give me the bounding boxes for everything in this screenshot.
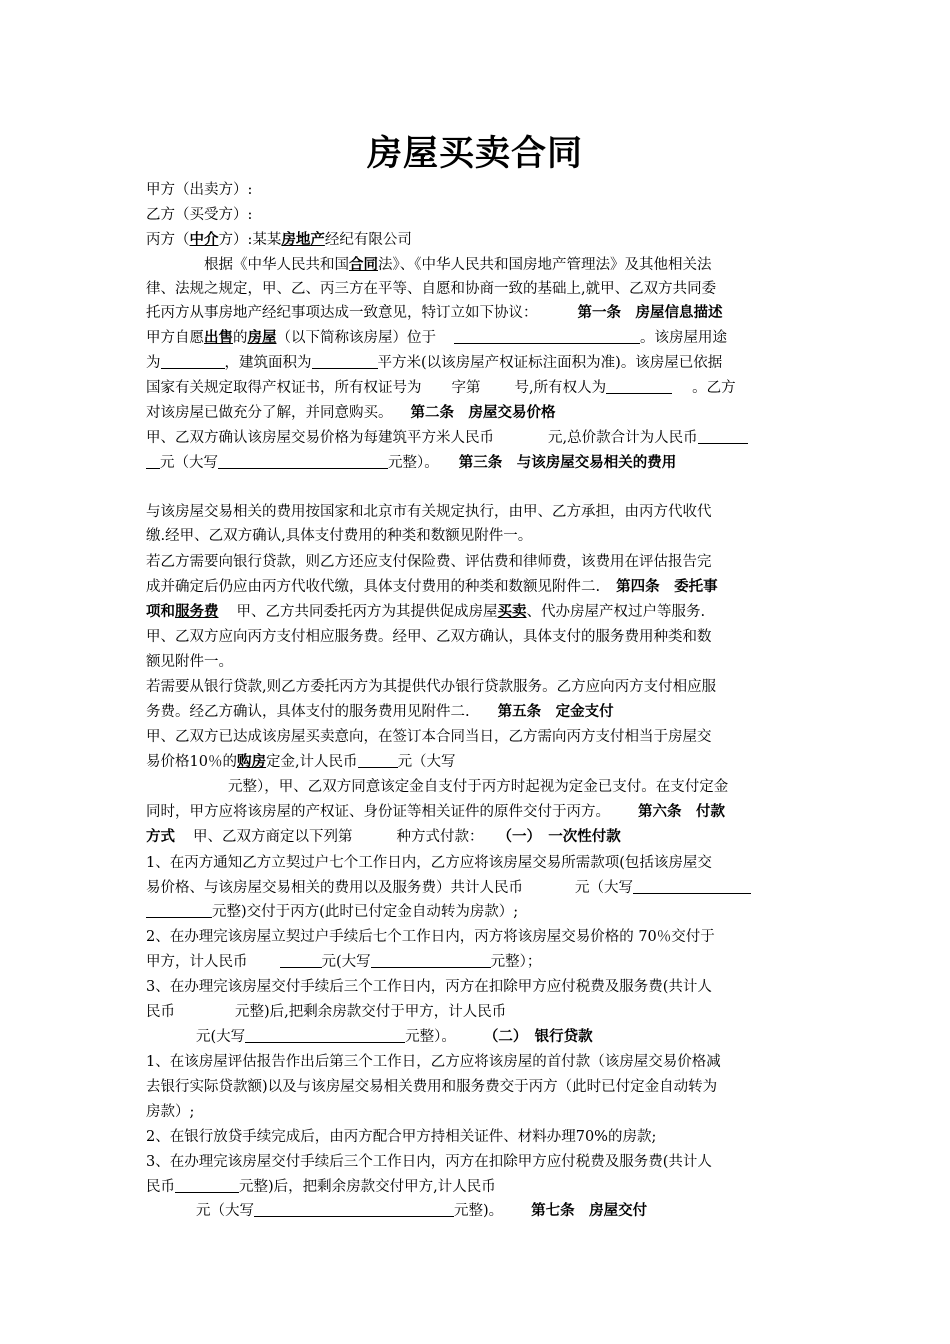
text: 元(大写 [196,1029,246,1045]
text: 元整），甲、乙双方同意该定金自支付于丙方时起视为定金已支付。在支付定金 [228,779,729,795]
text: 易价格10％的 [146,754,237,770]
paragraph-line [146,524,532,545]
paragraph-line [146,1050,721,1071]
text: 元整)交付于丙方(此时已付定金自动转为房款）; [212,904,519,920]
paragraph-line [146,351,722,372]
text: 、代办房屋产权过户等服务. [526,604,706,620]
text: 额见附件一。 [146,654,233,670]
text: 2、在办理完该房屋立契过户手续后七个工作日内，丙方将该房屋交易价格的 70％交付于 [146,929,715,945]
paragraph-line [146,900,518,921]
text: 易价格、与该房屋交易相关的费用以及服务费）共计人民币 [146,880,523,896]
blank-field [358,753,398,768]
text: 对该房屋已做充分了解，并同意购买。 [146,405,393,421]
paragraph-line [146,451,676,472]
paragraph-line [146,426,748,447]
party-a-line [146,178,252,199]
blank-field [218,454,388,469]
paragraph-line [146,401,556,422]
text: 经纪有限公司 [324,232,412,248]
section-heading: 方式 [146,828,175,845]
text: 成并确定后仍应由丙方代收代缴，具体支付费用的种类和数额见附件二. [146,579,601,595]
paragraph-line [146,326,727,347]
text: 甲、乙双方确认该房屋交易价格为每建筑平方米人民币 [146,430,494,446]
paragraph-line [146,1075,717,1096]
text: 甲、乙双方已达成该房屋买卖意向，在签订本合同当日，乙方需向丙方支付相当于房屋交 [146,729,712,745]
section-heading: 第一条 房屋信息描述 [577,304,723,321]
section-heading: 第四条 委托事 [616,578,718,595]
text: 方）:某某 [218,232,282,248]
text: 民币 [146,1179,175,1195]
blank-field [161,354,225,369]
text: 房款）; [146,1104,195,1120]
paragraph-line [146,675,716,696]
paragraph-line [146,376,736,397]
text: 元(大写 [321,954,371,970]
blank-field [280,953,322,968]
text: 元整）。 [405,1029,456,1045]
text: 托丙方从事房地产经纪事项达成一致意见，特订立如下协议： [146,305,538,321]
link-text: 购房 [236,753,266,770]
text: 字第 [451,380,481,396]
text: 元整)后，把剩余房款交付甲方,计人民币 [239,1179,496,1195]
text: ，建筑面积为 [224,355,312,371]
text: 乙方（买受方）: [146,207,253,223]
text: 缴.经甲、乙双方确认,具体支付费用的种类和数额见附件一。 [146,528,533,544]
text: 若乙方需要向银行贷款，则乙方还应支付保险费、评估费和律师费，该费用在评估报告完 [146,554,712,570]
text: 。该房屋用途 [640,330,727,346]
section-heading: 项和 [146,603,175,620]
section-heading: （二） 银行贷款 [483,1028,593,1045]
paragraph-line [146,1025,593,1046]
text: 根据《中华人民共和国 [204,257,349,273]
blank-field [254,1202,454,1217]
blank-field [175,1178,239,1193]
section-heading: 第六条 付款 [638,803,725,820]
paragraph-line [146,500,712,521]
text: 的 [233,330,248,346]
paragraph-line [146,1125,656,1146]
document-title: 房屋买卖合同 [366,133,583,174]
link-text: 合同 [349,256,378,273]
paragraph-line [146,1000,506,1021]
text: （以下简称该房屋）位于 [276,330,436,346]
paragraph-line [146,625,712,646]
paragraph-line [146,700,614,721]
text: 定金,计人民币 [265,754,358,770]
text: 元（大写 [196,1203,254,1219]
text: 3、在办理完该房屋交付手续后三个工作日内，丙方在扣除甲方应付税费及服务费(共计人 [146,1154,712,1170]
section-heading: 第五条 定金支付 [497,703,614,720]
paragraph-line [146,301,723,322]
paragraph-line [146,253,712,274]
text: 元,总价款合计为人民币 [548,430,698,446]
text: 同时，甲方应将该房屋的产权证、身份证等相关证件的原件交付于丙方。 [146,804,610,820]
text: 甲方自愿 [146,330,204,346]
text: 种方式付款： [396,829,484,845]
text: 3、在办理完该房屋交付手续后三个工作日内，丙方在扣除甲方应付税费及服务费(共计人 [146,979,712,995]
section-heading: 第三条 与该房屋交易相关的费用 [458,454,677,471]
paragraph-line [146,575,718,596]
blank-field [454,329,640,344]
text: 。乙方 [692,380,736,396]
text: 甲方，计人民币 [146,954,248,970]
paragraph-line [146,775,728,796]
paragraph-line [146,277,716,298]
text: 2、在银行放贷手续完成后，由丙方配合甲方持相关证件、材料办理70%的房款; [146,1129,657,1145]
blank-field [606,379,672,394]
paragraph-line [146,876,751,897]
text: 若需要从银行贷款,则乙方委托丙方为其提供代办银行贷款服务。乙方应向丙方支付相应服 [146,679,717,695]
text: 为 [146,355,161,371]
text: 甲方（出卖方）: [146,182,253,198]
blank-field [312,354,378,369]
text: 务费。经乙方确认，具体支付的服务费用见附件二. [146,704,470,720]
section-heading: 第二条 房屋交易价格 [410,404,556,421]
text: 号,所有权人为 [514,380,607,396]
text: 甲、乙双方应向丙方支付相应服务费。经甲、乙双方确认，具体支付的服务费用种类和数 [146,629,712,645]
section-heading: 第七条 房屋交付 [531,1202,648,1219]
paragraph-line [146,950,541,971]
link-text: 出售 [204,329,233,346]
paragraph-line [146,1100,194,1121]
paragraph-line [146,825,621,846]
paragraph-line [146,725,712,746]
text: 甲、乙双方商定以下列第 [193,829,353,845]
paragraph-line [146,600,705,621]
text: 律、法规之规定，甲、乙、丙三方在平等、自愿和协商一致的基础上,就甲、乙双方共同委 [146,281,717,297]
blank-field [371,953,491,968]
paragraph-line [146,975,712,996]
party-c-line [146,228,412,249]
text: 法》、《中华人民共和国房地产管理法》及其他相关法 [378,257,712,273]
section-heading: （一） 一次性付款 [497,828,621,845]
text: 元（大写 [397,754,456,770]
link-text: 中介 [189,231,219,248]
party-b-line [146,203,252,224]
blank-field [146,903,212,918]
blank-field [146,454,160,469]
paragraph-line [146,800,725,821]
paragraph-line [146,1175,496,1196]
text: 民币 [146,1004,175,1020]
text: 1、在该房屋评估报告作出后第三个工作日，乙方应将该房屋的首付款（该房屋交易价格减 [146,1054,721,1070]
text: 丙方（ [146,232,190,248]
text: 甲、乙方共同委托丙方为其提供促成房屋 [236,604,498,620]
paragraph-line [146,650,233,671]
text: 元整）。 [388,455,439,471]
text: 1、在丙方通知乙方立契过户七个工作日内，乙方应将该房屋交易所需款项(包括该房屋交 [146,855,712,871]
text: 去银行实际贷款额)以及与该房屋交易相关费用和服务费交于丙方（此时已付定金自动转为 [146,1079,718,1095]
paragraph-line [146,925,715,946]
blank-field [633,879,751,894]
link-text: 服务费 [175,603,219,620]
text: 元（大写 [575,880,633,896]
paragraph-line [146,550,712,571]
link-text: 买卖 [497,603,527,620]
text: 元整)。 [454,1203,504,1219]
text: 元整)后,把剩余房款交付于甲方，计人民币 [235,1004,507,1020]
blank-field [698,429,748,444]
paragraph-line [146,1199,647,1220]
paragraph-line [146,851,712,872]
link-text: 房地产 [281,231,325,248]
text: 平方米(以该房屋产权证标注面积为准)。该房屋已依据 [377,355,723,371]
link-text: 房屋 [247,329,277,346]
text: 元（大写 [160,455,218,471]
paragraph-line [146,750,456,771]
paragraph-line [146,1150,712,1171]
text: 国家有关规定取得产权证书，所有权证号为 [146,380,422,396]
text: 元整）； [490,954,542,970]
blank-field [245,1028,405,1043]
text: 与该房屋交易相关的费用按国家和北京市有关规定执行，由甲、乙方承担，由丙方代收代 [146,504,712,520]
